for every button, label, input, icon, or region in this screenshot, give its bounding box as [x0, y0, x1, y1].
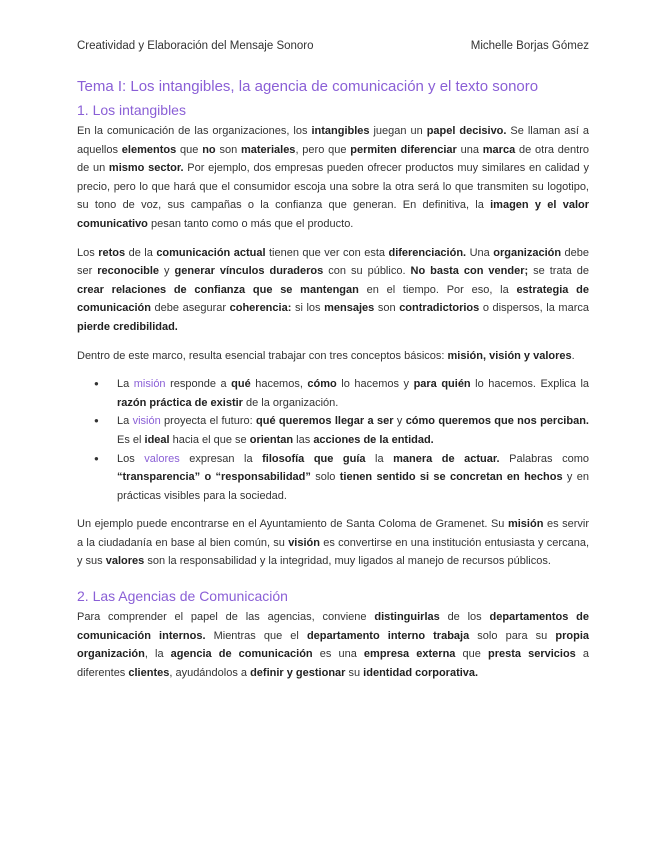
- document-body: [77, 77, 589, 682]
- concepts-list: [77, 375, 589, 505]
- section-1-paragraph-1: En la comunicación de las organizaciones, los intangibles juegan un papel decisivo. Se llaman así a aquellos elementos que no son materiales, pero que permiten diferenciar una marca de otra dentro de un mismo sector. Por ejemplo, dos empresas pueden ofrecer productos muy similares en calidad y precio, pero lo que hará que el consumidor escoja una sobre la otra será lo que transmiten su logotipo, su tono de voz, sus campañas o la confianza que generan. En definitiva, la imagen y el valor comunicativo pesan tanto como o más que el producto.: [77, 125, 590, 230]
- document-title: Tema I: Los intangibles, la agencia de comunicación y el texto sonoro: [77, 78, 539, 95]
- bold-term: retos: [98, 246, 126, 259]
- bold-term: qué: [231, 378, 251, 391]
- bold-term: no: [202, 143, 216, 156]
- bold-term: filosofía que guía: [262, 452, 366, 465]
- bold-term: presta servicios: [487, 648, 576, 661]
- bold-term: misión, visión y valores: [447, 349, 572, 362]
- bold-term: reconocible: [97, 265, 160, 278]
- bold-term: agencia de comunicación: [170, 648, 313, 661]
- page-header: [77, 40, 589, 52]
- section-2-heading: 2. Las Agencias de Comunicación: [77, 588, 288, 605]
- section-2-paragraph-1: Para comprender el papel de las agencias, conviene distinguirlas de los departamentos de comunicación internos. Mientras que el departamento interno trabaja solo para su propia organización, la agencia de comunicación es una empresa externa que presta servicios a diferentes clientes, ayudándolos a definir y gestionar su identidad corporativa.: [77, 611, 590, 679]
- bold-term: orientan: [249, 433, 294, 446]
- section-1-paragraph-3: Dentro de este marco, resulta esencial trabajar con tres conceptos básicos: misión, visión y valores.: [77, 349, 575, 362]
- bold-term: valores: [105, 555, 145, 568]
- bold-term: elementos: [121, 143, 177, 156]
- highlighted-concept: misión: [133, 378, 166, 391]
- bold-term: visión: [288, 536, 320, 549]
- bold-term: ideal: [144, 433, 170, 446]
- bold-term: papel decisivo.: [426, 125, 507, 137]
- bold-term: para quién: [413, 378, 471, 391]
- bold-term: manera de actuar.: [393, 452, 500, 465]
- section-1-heading: 1. Los intangibles: [77, 102, 186, 118]
- header-author: Michelle Borjas Gómez: [470, 40, 589, 52]
- bold-term: coherencia:: [229, 302, 292, 315]
- bold-term: departamentos de comunicación internos.: [77, 611, 590, 642]
- bold-term: contradictorios: [399, 302, 480, 315]
- bold-term: estrategia de comunicación: [77, 283, 589, 315]
- bold-term: definir y gestionar: [250, 666, 346, 679]
- bold-term: No basta con vender;: [410, 265, 529, 278]
- bold-term: misión: [507, 518, 544, 531]
- bold-term: mismo sector.: [108, 162, 184, 175]
- bold-term: propia organización: [77, 629, 590, 661]
- bold-term: organización: [493, 246, 562, 259]
- bold-term: intangibles: [311, 125, 370, 137]
- bold-term: cómo: [307, 378, 337, 391]
- list-item-mision: ● La misión responde a qué hacemos, cómo lo hacemos y para quién lo hacemos. Explica la razón práctica de existir de la organización.: [77, 375, 589, 412]
- section-1-paragraph-4: Un ejemplo puede encontrarse en el Ayuntamiento de Santa Coloma de Gramenet. Su misión es servir a la ciudadanía en base al bien común, su visión es convertirse en una institución entusiasta y cercana, y sus valores son la responsabilidad y la integridad, muy ligados al manejo de recursos públicos.: [77, 518, 589, 568]
- bold-term: razón práctica de existir: [117, 396, 243, 409]
- bold-term: pierde credibilidad.: [77, 320, 178, 333]
- bold-term: comunicación actual: [156, 246, 266, 259]
- list-item-valores: ● Los valores expresan la filosofía que guía la manera de actuar. Palabras como “transparencia” o “responsabilidad” solo tienen sentido si se concretan en hechos y en prácticas visibles para la sociedad.: [77, 450, 589, 506]
- bold-term: “transparencia” o “responsabilidad”: [117, 471, 311, 484]
- list-item-vision: ● La visión proyecta el futuro: qué queremos llegar a ser y cómo queremos que nos perciban. Es el ideal hacia el que se orientan las acciones de la entidad.: [77, 412, 589, 449]
- header-course-title: Creatividad y Elaboración del Mensaje Sonoro: [77, 40, 314, 52]
- bold-term: tienen sentido si se concretan en hechos: [339, 471, 563, 484]
- bold-term: qué queremos llegar a ser: [256, 415, 394, 428]
- bold-term: crear relaciones de confianza que se mantengan: [77, 283, 359, 296]
- bold-term: materiales: [241, 143, 296, 156]
- bold-term: distinguirlas: [374, 611, 440, 624]
- bold-term: diferenciación.: [388, 246, 467, 259]
- section-1-paragraph-2: Los retos de la comunicación actual tienen que ver con esta diferenciación. Una organización debe ser reconocible y generar vínculos duraderos con su público. No basta con vender; se trata de crear relaciones de confianza que se mantengan en el tiempo. Por eso, la estrategia de comunicación debe asegurar coherencia: si los mensajes son contradictorios o dispersos, la marca pierde credibilidad.: [77, 246, 590, 333]
- bold-term: acciones de la entidad.: [313, 433, 434, 446]
- bold-term: mensajes: [324, 302, 375, 315]
- bold-term: clientes: [128, 666, 170, 679]
- bold-term: generar vínculos duraderos: [174, 265, 324, 278]
- bold-term: permiten diferenciar: [350, 143, 457, 156]
- bold-term: imagen y el valor comunicativo: [77, 199, 590, 230]
- bold-term: departamento interno trabaja: [306, 629, 470, 642]
- highlighted-concept: valores: [144, 452, 180, 465]
- bold-term: cómo queremos que nos perciban.: [405, 415, 589, 428]
- highlighted-concept: visión: [132, 415, 161, 428]
- bold-term: identidad corporativa.: [363, 666, 479, 679]
- bold-term: marca: [482, 143, 516, 156]
- bold-term: empresa externa: [363, 648, 456, 661]
